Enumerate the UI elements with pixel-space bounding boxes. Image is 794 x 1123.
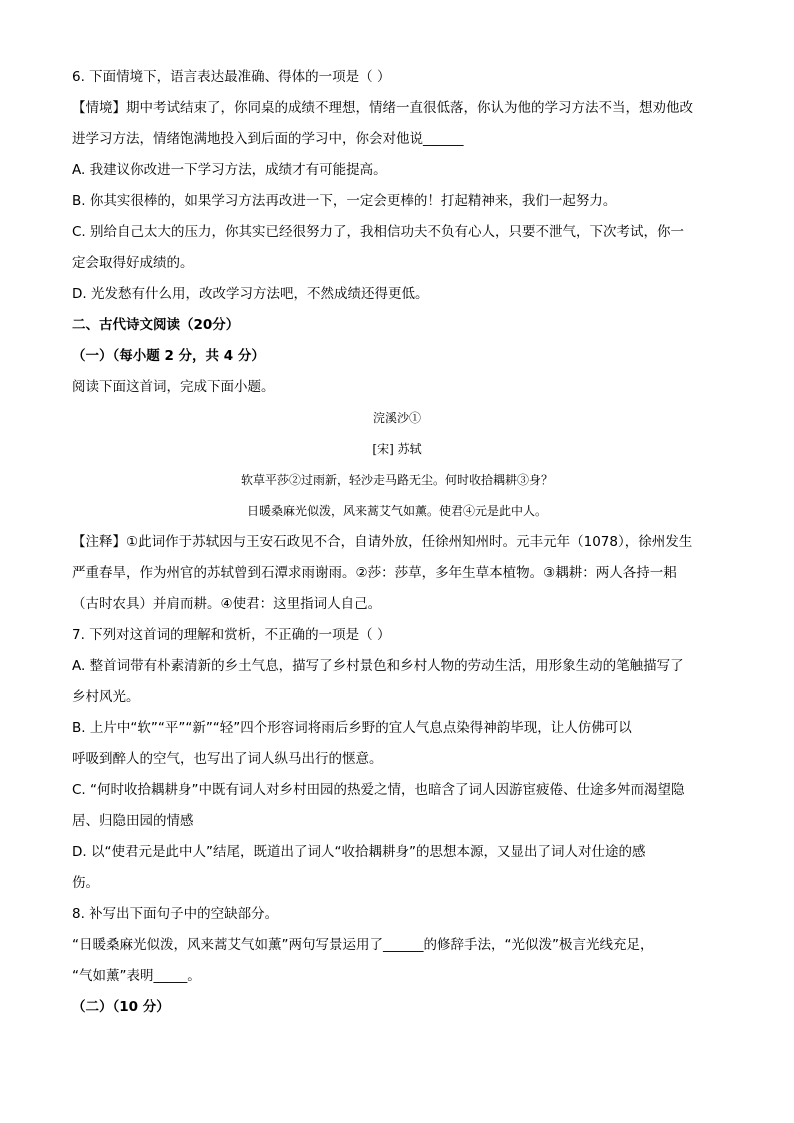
- poem-author: [宋] 苏轼: [372, 442, 422, 456]
- notes-line-3: （古时农具）并肩而耕。④使君：这里指词人自己。: [72, 596, 382, 612]
- section-2-instruction: 阅读下面这首词，完成下面小题。: [72, 379, 275, 395]
- q6-title: 6. 下面情境下，语言表达最准确、得体的一项是（ ）: [72, 69, 391, 85]
- q8-line-2: “气如薰”表明_____。: [72, 968, 201, 984]
- q7-option-a-line-1: A. 整首词带有朴素清新的乡土气息，描写了乡村景色和乡村人物的劳动生活，用形象生动的笔触描写了: [72, 658, 684, 674]
- notes-line-2: 严重春旱，作为州官的苏轼曾到石潭求雨谢雨。②莎：莎草，多年生草本植物。③耦耕：两人各持一耜: [72, 565, 677, 581]
- q7-option-b-line-2: 呼吸到醉人的空气，也写出了词人纵马出行的惬意。: [72, 751, 383, 767]
- section-2-part-1-heading: （一）（每小题 2 分，共 4 分）: [72, 348, 265, 364]
- q7-option-c-line-2: 居、归隐田园的情感: [72, 813, 194, 829]
- q7-option-d-line-1: D. 以“使君元是此中人”结尾，既道出了词人“收拾耦耕身”的思想本源，又显出了词人对仕途的感: [72, 844, 646, 860]
- q8-title: 8. 补写出下面句子中的空缺部分。: [72, 906, 279, 922]
- poem-title: 浣溪沙①: [372, 411, 421, 425]
- section-2-heading: 二、古代诗文阅读（20分）: [72, 317, 240, 333]
- q6-situation-line-2: 进学习方法，情绪饱满地投入到后面的学习中，你会对他说______: [72, 131, 464, 147]
- q7-option-b-line-1: B. 上片中“软”“平”“新”“轻”四个形容词将雨后乡野的宜人气息点染得神韵毕现，让人仿佛可以: [72, 720, 632, 736]
- part-2-heading: （二）（10 分）: [72, 999, 170, 1015]
- q6-option-c-line-2: 定会取得好成绩的。: [72, 255, 194, 271]
- document-page: [72, 62, 722, 1023]
- q8-line-1: “日暖桑麻光似泼，风来蒿艾气如薰”两句写景运用了______的修辞手法，“光似泼”极言光线充足，: [72, 937, 654, 953]
- q7-option-a-line-2: 乡村风光。: [72, 689, 140, 705]
- q7-option-c-line-1: C. “何时收拾耦耕身”中既有词人对乡村田园的热爱之情，也暗含了词人因游宦疲倦、仕途多舛而渴望隐: [72, 782, 685, 798]
- q7-option-d-line-2: 伤。: [72, 875, 99, 891]
- poem-line-1: 软草平莎②过雨新，轻沙走马路无尘。何时收拾耦耕③身？: [240, 473, 553, 487]
- q6-situation-line-1: 【情境】期中考试结束了，你同桌的成绩不理想，情绪一直很低落，你认为他的学习方法不当，想劝他改: [72, 100, 693, 116]
- q6-option-a: A. 我建议你改进一下学习方法，成绩才有可能提高。: [72, 162, 387, 178]
- notes-line-1: 【注释】①此词作于苏轼因与王安石政见不合，自请外放，任徐州知州时。元丰元年（1078），徐州发生: [72, 534, 693, 550]
- q6-option-c-line-1: C. 别给自己太大的压力，你其实已经很努力了，我相信功夫不负有心人，只要不泄气，下次考试，你一: [72, 224, 685, 240]
- q6-option-b: B. 你其实很棒的，如果学习方法再改进一下，一定会更棒的！打起精神来，我们一起努力。: [72, 193, 617, 209]
- poem-line-2: 日暖桑麻光似泼，风来蒿艾气如薰。使君④元是此中人。: [246, 504, 547, 518]
- q6-option-d: D. 光发愁有什么用，改改学习方法吧，不然成绩还得更低。: [72, 286, 429, 302]
- q7-title: 7. 下列对这首词的理解和赏析，不正确的一项是（ ）: [72, 627, 391, 643]
